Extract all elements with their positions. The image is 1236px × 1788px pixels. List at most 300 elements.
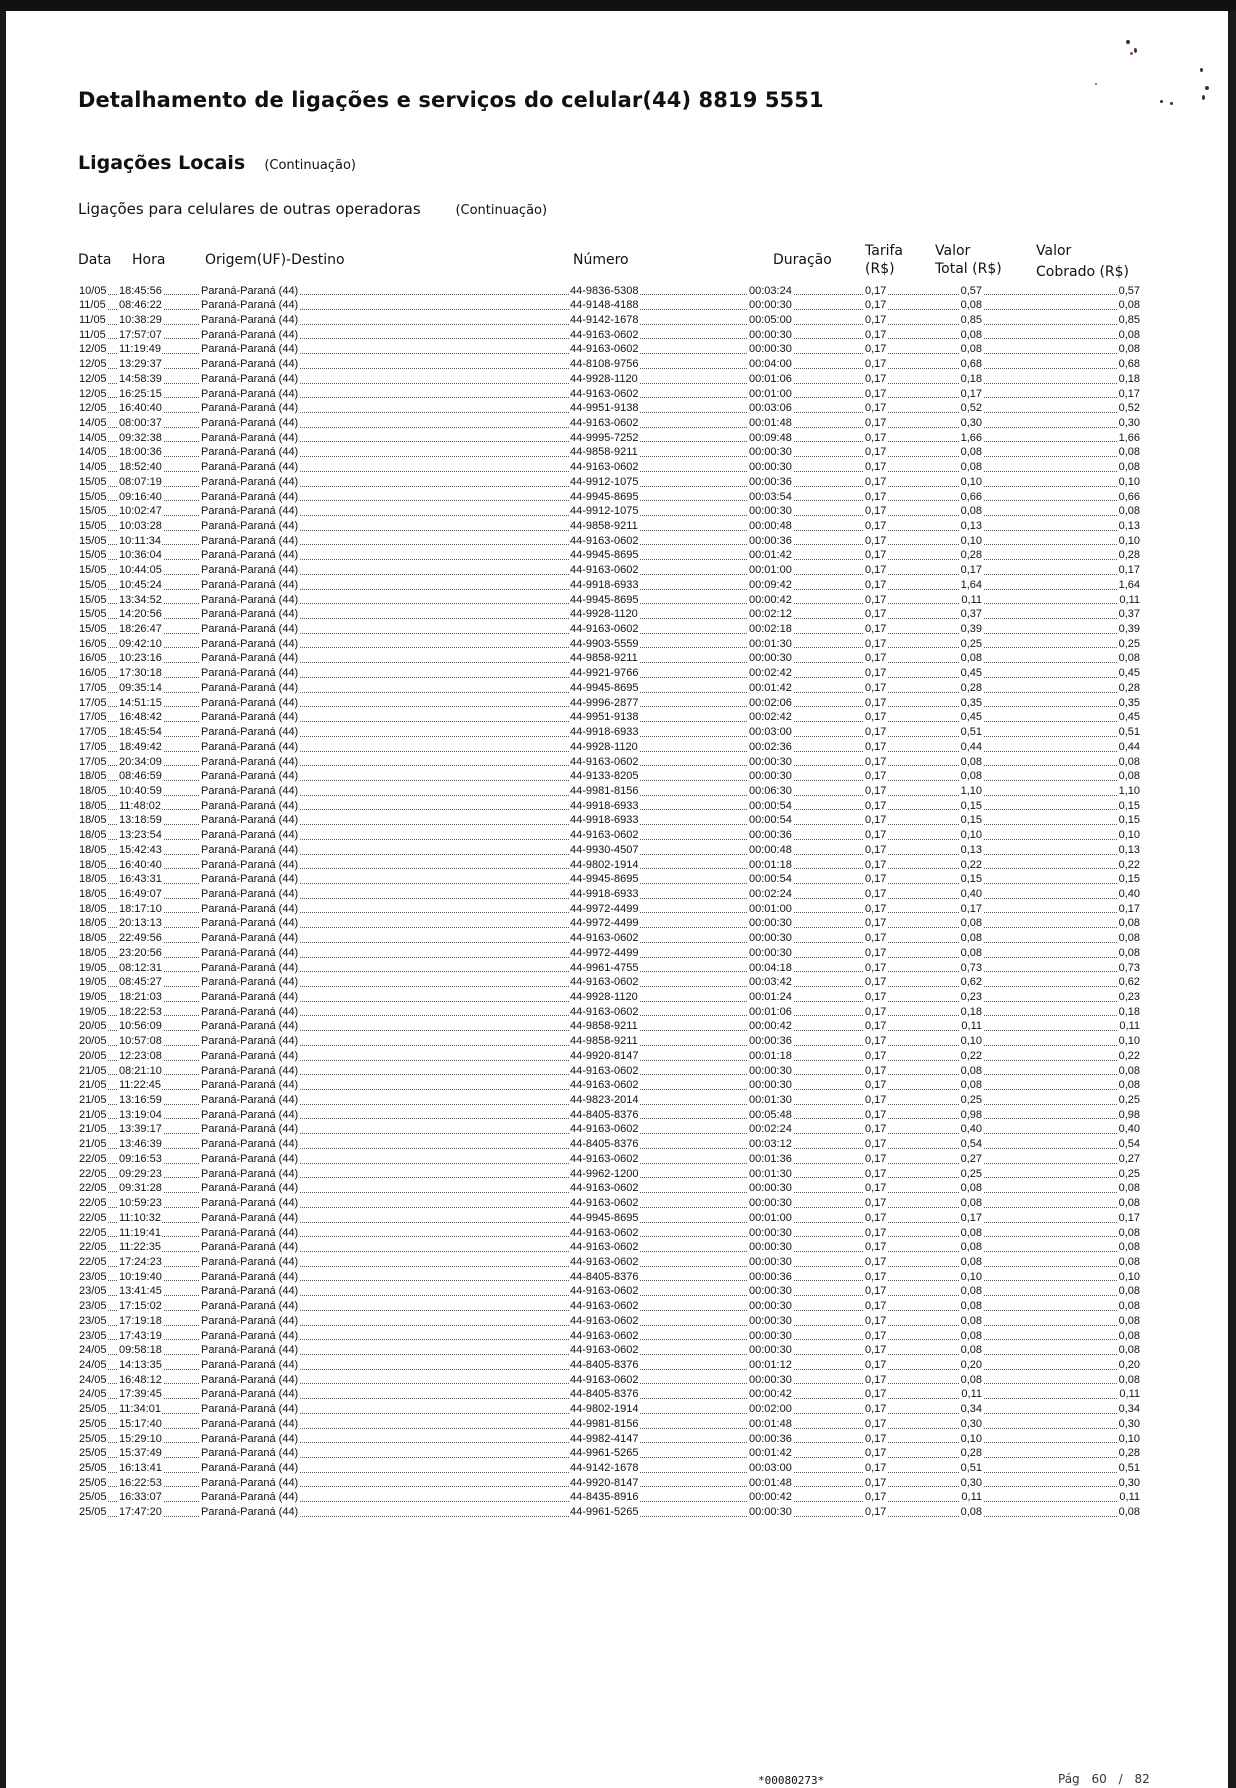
cell-duration: 00:01:00 xyxy=(749,387,792,400)
cell-origin: Paraná-Paraná (44) xyxy=(201,1403,299,1416)
cell-tariff: 0,17 xyxy=(865,284,887,297)
cell-number: 44-9163-0602 xyxy=(570,328,639,341)
cell-origin: Paraná-Paraná (44) xyxy=(201,549,299,562)
cell-total: 0,40 xyxy=(960,887,982,900)
cell-time: 17:15:02 xyxy=(119,1300,162,1313)
cell-duration: 00:00:36 xyxy=(749,829,792,842)
cell-total: 0,98 xyxy=(960,1108,982,1121)
cell-duration: 00:01:00 xyxy=(749,564,792,577)
cell-number: 44-9163-0602 xyxy=(570,1373,639,1386)
cell-time: 09:42:10 xyxy=(119,637,162,650)
cell-total: 1,10 xyxy=(960,784,982,797)
cell-time: 10:19:40 xyxy=(119,1270,162,1283)
cell-date: 18/05 xyxy=(79,873,107,886)
cell-date: 15/05 xyxy=(79,505,107,518)
cell-charged: 0,10 xyxy=(1118,475,1140,488)
cell-charged: 1,10 xyxy=(1118,784,1140,797)
cell-origin: Paraná-Paraná (44) xyxy=(201,873,299,886)
header-total-l1: Valor xyxy=(935,243,971,259)
cell-time: 09:32:38 xyxy=(119,431,162,444)
cell-date: 11/05 xyxy=(79,313,106,326)
cell-time: 13:23:54 xyxy=(119,829,162,842)
cell-origin: Paraná-Paraná (44) xyxy=(201,475,299,488)
table-row xyxy=(0,1093,1236,1108)
cell-tariff: 0,17 xyxy=(865,1403,887,1416)
cell-total: 0,37 xyxy=(960,608,982,621)
cell-time: 20:34:09 xyxy=(119,755,162,768)
table-row xyxy=(0,1034,1236,1049)
cell-duration: 00:00:30 xyxy=(749,1506,792,1519)
cell-charged: 0,17 xyxy=(1118,564,1140,577)
cell-duration: 00:05:00 xyxy=(749,313,792,326)
cell-time: 11:19:41 xyxy=(119,1226,162,1239)
cell-time: 14:51:15 xyxy=(119,696,162,709)
cell-origin: Paraná-Paraná (44) xyxy=(201,1476,299,1489)
cell-origin: Paraná-Paraná (44) xyxy=(201,726,299,739)
table-row xyxy=(0,1255,1236,1270)
table-row xyxy=(0,1358,1236,1373)
cell-total: 0,10 xyxy=(960,829,982,842)
cell-time: 11:19:49 xyxy=(119,343,162,356)
table-row xyxy=(0,1005,1236,1020)
table-row xyxy=(0,401,1236,416)
cell-charged: 0,08 xyxy=(1118,446,1140,459)
cell-duration: 00:01:18 xyxy=(749,1049,792,1062)
cell-duration: 00:00:30 xyxy=(749,1226,792,1239)
cell-time: 13:29:37 xyxy=(119,358,162,371)
cell-origin: Paraná-Paraná (44) xyxy=(201,1255,299,1268)
cell-origin: Paraná-Paraná (44) xyxy=(201,1373,299,1386)
cell-date: 18/05 xyxy=(79,858,107,871)
cell-time: 12:23:08 xyxy=(119,1049,162,1062)
table-row xyxy=(0,887,1236,902)
cell-date: 16/05 xyxy=(79,667,107,680)
cell-number: 44-9858-9211 xyxy=(570,520,638,532)
cell-origin: Paraná-Paraná (44) xyxy=(201,328,299,341)
cell-number: 44-9903-5559 xyxy=(570,637,639,650)
cell-tariff: 0,17 xyxy=(865,593,887,606)
cell-total: 0,30 xyxy=(960,1476,982,1489)
table-row xyxy=(0,1417,1236,1432)
cell-total: 0,08 xyxy=(960,1506,982,1519)
table-row xyxy=(0,342,1236,357)
cell-charged: 0,52 xyxy=(1118,402,1140,415)
cell-charged: 0,10 xyxy=(1118,1270,1140,1283)
cell-number: 44-9163-0602 xyxy=(570,1329,639,1342)
cell-tariff: 0,17 xyxy=(865,623,887,636)
cell-origin: Paraná-Paraná (44) xyxy=(201,991,299,1003)
cell-number: 44-9163-0602 xyxy=(570,623,639,636)
cell-origin: Paraná-Paraná (44) xyxy=(201,770,299,783)
cell-charged: 0,85 xyxy=(1118,313,1140,326)
table-row xyxy=(0,1490,1236,1505)
cell-charged: 0,40 xyxy=(1118,887,1140,900)
cell-number: 44-9163-0602 xyxy=(570,1079,639,1092)
header-tariff-unit: (R$) xyxy=(865,261,895,277)
cell-time: 18:21:03 xyxy=(119,991,162,1003)
cell-duration: 00:00:30 xyxy=(749,1064,792,1077)
cell-date: 15/05 xyxy=(79,490,107,503)
cell-time: 17:57:07 xyxy=(119,328,162,341)
cell-charged: 0,08 xyxy=(1118,1226,1140,1239)
cell-time: 16:40:40 xyxy=(119,402,162,415)
cell-duration: 00:00:30 xyxy=(749,1241,792,1254)
cell-number: 44-9918-6933 xyxy=(570,578,639,591)
scan-speck xyxy=(1130,52,1133,55)
table-row xyxy=(0,372,1236,387)
cell-time: 10:57:08 xyxy=(119,1035,162,1048)
table-row xyxy=(0,1196,1236,1211)
cell-charged: 0,08 xyxy=(1118,1079,1140,1092)
cell-tariff: 0,17 xyxy=(865,1211,887,1224)
cell-origin: Paraná-Paraná (44) xyxy=(201,387,299,400)
cell-duration: 00:00:30 xyxy=(749,505,792,518)
cell-tariff: 0,17 xyxy=(865,932,887,945)
cell-origin: Paraná-Paraná (44) xyxy=(201,564,299,577)
table-row xyxy=(0,1226,1236,1241)
cell-tariff: 0,17 xyxy=(865,784,887,797)
cell-total: 0,20 xyxy=(960,1358,982,1371)
cell-origin: Paraná-Paraná (44) xyxy=(201,902,299,915)
cell-time: 14:13:35 xyxy=(119,1358,162,1371)
cell-tariff: 0,17 xyxy=(865,1108,887,1121)
cell-number: 44-9163-0602 xyxy=(570,829,639,842)
cell-total: 0,10 xyxy=(960,1270,982,1283)
cell-total: 0,08 xyxy=(960,1344,982,1357)
cell-time: 14:20:56 xyxy=(119,608,162,621)
cell-tariff: 0,17 xyxy=(865,446,887,459)
cell-total: 0,11 xyxy=(961,593,982,606)
cell-total: 0,10 xyxy=(960,1035,982,1048)
cell-time: 10:38:29 xyxy=(119,313,162,326)
cell-total: 0,17 xyxy=(960,902,982,915)
cell-tariff: 0,17 xyxy=(865,887,887,900)
table-row xyxy=(0,1152,1236,1167)
cell-origin: Paraná-Paraná (44) xyxy=(201,681,299,694)
cell-date: 11/05 xyxy=(79,299,106,312)
cell-total: 0,08 xyxy=(960,917,982,930)
cell-origin: Paraná-Paraná (44) xyxy=(201,1329,299,1342)
cell-origin: Paraná-Paraná (44) xyxy=(201,784,299,797)
cell-charged: 0,18 xyxy=(1118,1005,1140,1018)
cell-duration: 00:00:30 xyxy=(749,1182,792,1195)
page-number xyxy=(1058,1772,1158,1786)
cell-charged: 0,08 xyxy=(1118,1197,1140,1210)
cell-time: 09:35:14 xyxy=(119,681,162,694)
cell-duration: 00:00:30 xyxy=(749,446,792,459)
cell-charged: 0,10 xyxy=(1118,534,1140,547)
cell-duration: 00:00:30 xyxy=(749,1197,792,1210)
table-row xyxy=(0,548,1236,563)
table-row xyxy=(0,298,1236,313)
table-row xyxy=(0,1211,1236,1226)
cell-date: 18/05 xyxy=(79,799,107,812)
table-row xyxy=(0,1299,1236,1314)
table-row xyxy=(0,593,1236,608)
cell-duration: 00:00:54 xyxy=(749,873,792,886)
cell-date: 11/05 xyxy=(79,328,106,341)
cell-duration: 00:00:30 xyxy=(749,343,792,356)
cell-tariff: 0,17 xyxy=(865,1241,887,1254)
cell-origin: Paraná-Paraná (44) xyxy=(201,623,299,636)
cell-tariff: 0,17 xyxy=(865,1226,887,1239)
cell-date: 25/05 xyxy=(79,1462,107,1474)
header-tariff: Tarifa xyxy=(865,243,903,259)
cell-date: 14/05 xyxy=(79,461,107,474)
cell-total: 0,17 xyxy=(960,564,982,577)
cell-number: 44-8405-8376 xyxy=(570,1358,639,1371)
cell-date: 15/05 xyxy=(79,578,107,591)
cell-number: 44-9836-5308 xyxy=(570,284,639,297)
section-title: Ligações Locais xyxy=(78,152,246,174)
cell-number: 44-9163-0602 xyxy=(570,1064,639,1077)
cell-time: 16:22:53 xyxy=(119,1476,162,1489)
cell-total: 0,18 xyxy=(960,372,982,385)
cell-duration: 00:09:42 xyxy=(749,578,792,591)
cell-date: 18/05 xyxy=(79,932,107,945)
cell-origin: Paraná-Paraná (44) xyxy=(201,520,299,532)
table-row xyxy=(0,872,1236,887)
table-row xyxy=(0,902,1236,917)
cell-date: 25/05 xyxy=(79,1491,107,1504)
table-row xyxy=(0,1402,1236,1417)
cell-origin: Paraná-Paraná (44) xyxy=(201,1358,299,1371)
cell-charged: 0,45 xyxy=(1118,667,1140,680)
cell-total: 0,08 xyxy=(960,1079,982,1092)
cell-duration: 00:01:42 xyxy=(749,681,792,694)
cell-duration: 00:00:36 xyxy=(749,534,792,547)
cell-number: 44-9928-1120 xyxy=(570,608,638,621)
cell-origin: Paraná-Paraná (44) xyxy=(201,416,299,429)
table-row xyxy=(0,1329,1236,1344)
cell-number: 44-9981-8156 xyxy=(570,784,639,797)
cell-duration: 00:00:36 xyxy=(749,1270,792,1283)
cell-tariff: 0,17 xyxy=(865,1079,887,1092)
cell-time: 16:13:41 xyxy=(119,1462,162,1474)
table-row xyxy=(0,1181,1236,1196)
cell-total: 0,30 xyxy=(960,416,982,429)
scan-speck xyxy=(1160,100,1163,103)
cell-charged: 0,18 xyxy=(1118,372,1140,385)
cell-date: 15/05 xyxy=(79,520,107,532)
table-row xyxy=(0,666,1236,681)
cell-origin: Paraná-Paraná (44) xyxy=(201,1388,299,1401)
cell-origin: Paraná-Paraná (44) xyxy=(201,1417,299,1430)
cell-date: 25/05 xyxy=(79,1432,107,1445)
header-total-l2: Total (R$) xyxy=(935,261,1002,277)
cell-charged: 0,08 xyxy=(1118,946,1140,959)
cell-tariff: 0,17 xyxy=(865,1035,887,1048)
cell-duration: 00:00:30 xyxy=(749,1373,792,1386)
cell-origin: Paraná-Paraná (44) xyxy=(201,829,299,842)
cell-total: 0,08 xyxy=(960,1197,982,1210)
cell-charged: 0,30 xyxy=(1118,1476,1140,1489)
cell-number: 44-9996-2877 xyxy=(570,696,639,709)
cell-tariff: 0,17 xyxy=(865,1373,887,1386)
cell-number: 44-9148-4188 xyxy=(570,299,639,312)
cell-duration: 00:01:48 xyxy=(749,416,792,429)
cell-time: 13:41:45 xyxy=(119,1285,162,1298)
cell-time: 18:00:36 xyxy=(119,446,162,459)
cell-time: 11:48:02 xyxy=(119,799,162,812)
cell-date: 15/05 xyxy=(79,593,107,606)
cell-duration: 00:00:30 xyxy=(749,946,792,959)
cell-duration: 00:00:30 xyxy=(749,770,792,783)
cell-charged: 0,13 xyxy=(1118,843,1140,856)
cell-number: 44-9133-8205 xyxy=(570,770,639,783)
cell-time: 18:45:56 xyxy=(119,284,162,297)
cell-tariff: 0,17 xyxy=(865,1285,887,1298)
table-row xyxy=(0,710,1236,725)
cell-tariff: 0,17 xyxy=(865,1049,887,1062)
cell-date: 16/05 xyxy=(79,652,107,665)
cell-origin: Paraná-Paraná (44) xyxy=(201,696,299,709)
cell-total: 0,25 xyxy=(960,637,982,650)
cell-origin: Paraná-Paraná (44) xyxy=(201,461,299,474)
table-row xyxy=(0,475,1236,490)
cell-tariff: 0,17 xyxy=(865,652,887,665)
cell-duration: 00:02:42 xyxy=(749,667,792,680)
cell-total: 0,08 xyxy=(960,1314,982,1327)
cell-tariff: 0,17 xyxy=(865,1197,887,1210)
cell-date: 21/05 xyxy=(79,1079,107,1092)
cell-duration: 00:00:30 xyxy=(749,1079,792,1092)
cell-date: 17/05 xyxy=(79,681,107,694)
cell-charged: 0,22 xyxy=(1118,858,1140,871)
cell-tariff: 0,17 xyxy=(865,1005,887,1018)
scan-top-border xyxy=(0,0,1236,11)
cell-total: 0,18 xyxy=(960,1005,982,1018)
table-row xyxy=(0,460,1236,475)
cell-tariff: 0,17 xyxy=(865,1329,887,1342)
cell-time: 10:02:47 xyxy=(119,505,162,518)
cell-charged: 0,23 xyxy=(1118,991,1140,1003)
cell-time: 17:47:20 xyxy=(119,1506,162,1519)
table-row xyxy=(0,740,1236,755)
cell-tariff: 0,17 xyxy=(865,946,887,959)
table-row xyxy=(0,1270,1236,1285)
cell-time: 10:44:05 xyxy=(119,564,162,577)
cell-charged: 0,08 xyxy=(1118,1373,1140,1386)
cell-number: 44-9823-2014 xyxy=(570,1094,639,1107)
cell-date: 25/05 xyxy=(79,1476,107,1489)
cell-origin: Paraná-Paraná (44) xyxy=(201,932,299,945)
table-row xyxy=(0,1064,1236,1079)
cell-time: 14:58:39 xyxy=(119,372,162,385)
cell-tariff: 0,17 xyxy=(865,534,887,547)
cell-time: 10:36:04 xyxy=(119,549,162,562)
cell-charged: 0,10 xyxy=(1118,1035,1140,1048)
cell-duration: 00:01:42 xyxy=(749,1447,792,1460)
cell-date: 19/05 xyxy=(79,976,107,989)
cell-tariff: 0,17 xyxy=(865,358,887,371)
cell-time: 17:43:19 xyxy=(119,1329,162,1342)
cell-number: 44-9912-1075 xyxy=(570,475,639,488)
cell-duration: 00:00:30 xyxy=(749,917,792,930)
cell-charged: 0,08 xyxy=(1118,652,1140,665)
cell-origin: Paraná-Paraná (44) xyxy=(201,1020,299,1033)
cell-charged: 0,08 xyxy=(1118,932,1140,945)
cell-charged: 0,44 xyxy=(1118,740,1140,753)
cell-origin: Paraná-Paraná (44) xyxy=(201,1300,299,1313)
cell-date: 22/05 xyxy=(79,1182,107,1195)
cell-duration: 00:01:42 xyxy=(749,549,792,562)
table-row xyxy=(0,313,1236,328)
cell-tariff: 0,17 xyxy=(865,858,887,871)
scan-speck xyxy=(1205,86,1209,90)
cell-tariff: 0,17 xyxy=(865,770,887,783)
cell-origin: Paraná-Paraná (44) xyxy=(201,1005,299,1018)
cell-duration: 00:00:30 xyxy=(749,1255,792,1268)
cell-duration: 00:00:30 xyxy=(749,461,792,474)
cell-date: 25/05 xyxy=(79,1447,107,1460)
cell-number: 44-9928-1120 xyxy=(570,991,638,1003)
cell-charged: 0,51 xyxy=(1118,726,1140,739)
cell-total: 0,08 xyxy=(960,343,982,356)
header-origin: Origem(UF)-Destino xyxy=(205,252,345,268)
cell-duration: 00:02:42 xyxy=(749,711,792,724)
cell-time: 10:11:34 xyxy=(119,534,162,547)
cell-total: 0,08 xyxy=(960,932,982,945)
cell-time: 09:29:23 xyxy=(119,1167,162,1180)
table-row xyxy=(0,696,1236,711)
cell-duration: 00:01:06 xyxy=(749,372,792,385)
cell-time: 22:49:56 xyxy=(119,932,162,945)
cell-duration: 00:00:42 xyxy=(749,593,792,606)
table-row xyxy=(0,1476,1236,1491)
cell-time: 17:30:18 xyxy=(119,667,162,680)
cell-number: 44-9142-1678 xyxy=(570,1462,639,1474)
cell-total: 0,08 xyxy=(960,299,982,312)
cell-date: 15/05 xyxy=(79,623,107,636)
cell-charged: 0,54 xyxy=(1118,1138,1140,1151)
table-row xyxy=(0,755,1236,770)
cell-tariff: 0,17 xyxy=(865,991,887,1003)
cell-charged: 0,11 xyxy=(1119,593,1140,606)
cell-charged: 0,08 xyxy=(1118,1506,1140,1519)
cell-charged: 0,11 xyxy=(1119,1020,1140,1033)
cell-date: 19/05 xyxy=(79,961,107,974)
cell-total: 0,51 xyxy=(960,726,982,739)
cell-origin: Paraná-Paraná (44) xyxy=(201,917,299,930)
cell-total: 0,08 xyxy=(960,1182,982,1195)
cell-origin: Paraná-Paraná (44) xyxy=(201,946,299,959)
cell-number: 44-9163-0602 xyxy=(570,932,639,945)
cell-charged: 0,08 xyxy=(1118,505,1140,518)
cell-total: 0,10 xyxy=(960,1432,982,1445)
table-row xyxy=(0,1122,1236,1137)
section-heading xyxy=(78,152,356,174)
cell-duration: 00:00:48 xyxy=(749,843,792,856)
cell-origin: Paraná-Paraná (44) xyxy=(201,814,299,827)
cell-duration: 00:01:00 xyxy=(749,902,792,915)
cell-duration: 00:01:48 xyxy=(749,1417,792,1430)
cell-time: 18:17:10 xyxy=(119,902,162,915)
cell-origin: Paraná-Paraná (44) xyxy=(201,1108,299,1121)
cell-time: 18:52:40 xyxy=(119,461,162,474)
cell-date: 21/05 xyxy=(79,1138,107,1151)
cell-time: 23:20:56 xyxy=(119,946,162,959)
cell-charged: 0,08 xyxy=(1118,328,1140,341)
cell-time: 15:17:40 xyxy=(119,1417,162,1430)
table-row xyxy=(0,1446,1236,1461)
table-row xyxy=(0,387,1236,402)
cell-time: 13:46:39 xyxy=(119,1138,162,1151)
cell-time: 10:45:24 xyxy=(119,578,162,591)
table-row xyxy=(0,784,1236,799)
table-row xyxy=(0,1108,1236,1123)
table-row xyxy=(0,843,1236,858)
